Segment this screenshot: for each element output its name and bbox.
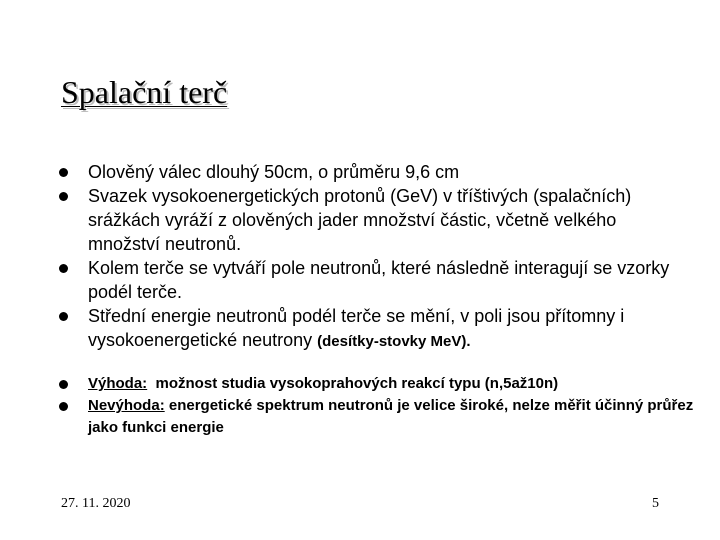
slide-title: Spalační terč <box>61 74 228 110</box>
disadvantage-item <box>58 395 698 439</box>
bullet-dot-icon <box>59 192 68 201</box>
bullet-item <box>58 256 678 304</box>
pros-cons-list <box>58 373 698 439</box>
bullet-list <box>58 160 678 354</box>
disadvantage-text: energetické spektrum neutronů je velice široké, nelze měřit účinný průřez jako funkci energie <box>88 397 698 436</box>
bullet-dot-icon <box>59 402 68 411</box>
bullet-item <box>58 160 678 184</box>
advantage-label: Výhoda: <box>88 375 148 392</box>
bullet-text: Kolem terče se vytváří pole neutronů, které následně interagují se vzorky podél terče. <box>88 258 670 302</box>
bullet-text-energy-range: (desítky-stovky MeV). <box>317 333 471 350</box>
advantage-text: možnost studia vysokoprahových reakcí typu (n,5až10n) <box>147 375 559 392</box>
bullet-text: Svazek vysokoenergetických protonů (GeV) v tříštivých (spalačních) srážkách vyráží z olověných jader množství částic, včetně velkého množství neutronů. <box>88 186 632 254</box>
bullet-text: Střední energie neutronů podél terče se mění, v poli jsou přítomny i vysokoenergetické neutrony <box>88 306 625 350</box>
bullet-dot-icon <box>59 168 68 177</box>
bullet-text: Olověný válec dlouhý 50cm, o průměru 9,6 cm <box>88 162 460 182</box>
bullet-dot-icon <box>59 312 68 321</box>
bullet-dot-icon <box>59 264 68 273</box>
bullet-item <box>58 304 678 354</box>
page-number: 5 <box>652 496 659 511</box>
bullet-dot-icon <box>59 380 68 389</box>
disadvantage-label: Nevýhoda: <box>88 397 165 414</box>
bullet-item <box>58 184 678 256</box>
advantage-item <box>58 373 698 395</box>
footer-date: 27. 11. 2020 <box>61 496 131 511</box>
